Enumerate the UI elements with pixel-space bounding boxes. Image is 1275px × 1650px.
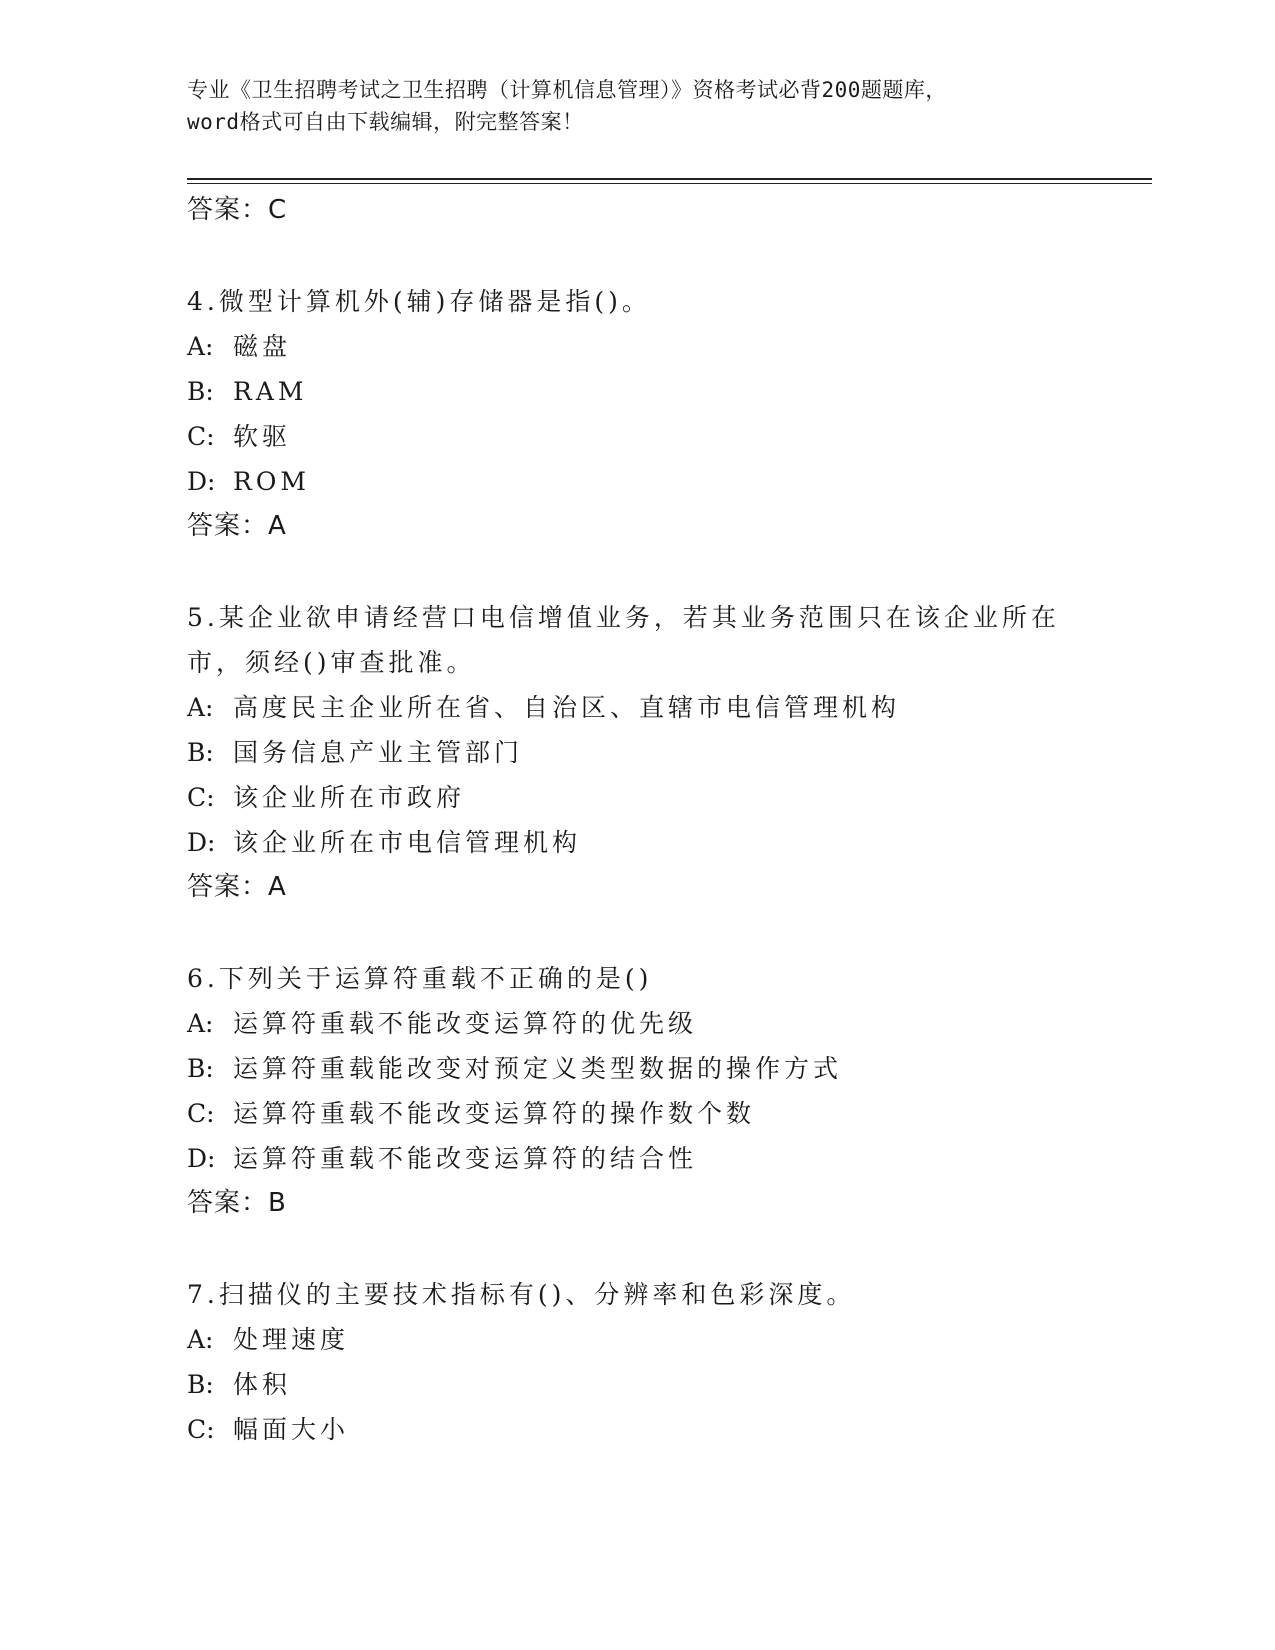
option-c (187, 1091, 1087, 1136)
question-block (187, 279, 1087, 549)
question-text: 7.扫描仪的主要技术指标有()、分辨率和色彩深度。 (187, 1280, 856, 1309)
option-letter: A: (187, 1325, 214, 1354)
option-letter: B: (187, 738, 214, 767)
option-text: 运算符重载不能改变运算符的操作数个数 (233, 1099, 756, 1128)
question-block (187, 595, 1087, 910)
option-b (187, 730, 1087, 775)
question-block (187, 1272, 1087, 1452)
option-letter: C: (187, 1415, 215, 1444)
option-c (187, 414, 1087, 459)
option-b (187, 369, 1087, 414)
answer-line: 答案：C (187, 195, 288, 225)
question-list (187, 188, 1087, 1498)
option-letter: B: (187, 1054, 214, 1083)
option-d (187, 459, 1087, 504)
option-letter: A: (187, 1009, 214, 1038)
option-letter: C: (187, 422, 215, 451)
question-text: 6.下列关于运算符重载不正确的是() (187, 964, 653, 993)
answer-line: 答案：B (187, 1188, 287, 1218)
option-text: 运算符重载能改变对预定义类型数据的操作方式 (233, 1054, 843, 1083)
option-text: RAM (233, 377, 308, 406)
option-text: ROM (233, 467, 310, 496)
answer-line: 答案：A (187, 872, 287, 902)
option-text: 该企业所在市电信管理机构 (233, 828, 582, 857)
header-line-2: word格式可自由下载编辑，附完整答案！ (187, 110, 584, 134)
option-letter: C: (187, 1099, 215, 1128)
option-letter: B: (187, 377, 214, 406)
option-letter: D: (187, 828, 216, 857)
option-letter: D: (187, 1144, 216, 1173)
option-text: 软驱 (233, 422, 292, 451)
option-c (187, 1407, 1087, 1452)
option-text: 处理速度 (233, 1325, 350, 1354)
document-header (187, 74, 1087, 138)
option-text: 运算符重载不能改变运算符的优先级 (233, 1009, 698, 1038)
question-text: 4.微型计算机外(辅)存储器是指()。 (187, 287, 651, 316)
header-line-1: 专业《卫生招聘考试之卫生招聘（计算机信息管理）》资格考试必背200题题库， (187, 78, 947, 102)
option-a (187, 1317, 1087, 1362)
option-text: 运算符重载不能改变运算符的结合性 (233, 1144, 698, 1173)
option-text: 幅面大小 (233, 1415, 350, 1444)
option-letter: A: (187, 332, 214, 361)
question-block (187, 956, 1087, 1226)
option-a (187, 324, 1087, 369)
option-text: 国务信息产业主管部门 (233, 738, 524, 767)
option-text: 体积 (233, 1370, 292, 1399)
option-d (187, 1136, 1087, 1181)
option-d (187, 820, 1087, 865)
option-text: 高度民主企业所在省、自治区、直辖市电信管理机构 (233, 693, 901, 722)
option-letter: C: (187, 783, 215, 812)
option-b (187, 1046, 1087, 1091)
question-text: 5.某企业欲申请经营口电信增值业务，若其业务范围只在该企业所在 (187, 603, 1060, 632)
header-divider-thick (187, 178, 1152, 180)
option-a (187, 1001, 1087, 1046)
option-b (187, 1362, 1087, 1407)
answer-line: 答案：A (187, 511, 287, 541)
option-c (187, 775, 1087, 820)
option-letter: A: (187, 693, 214, 722)
question-text-continued: 市，须经()审查批准。 (187, 648, 476, 677)
option-text: 该企业所在市政府 (233, 783, 466, 812)
header-divider-thin (187, 183, 1152, 184)
option-letter: D: (187, 467, 216, 496)
option-letter: B: (187, 1370, 214, 1399)
option-a (187, 685, 1087, 730)
option-text: 磁盘 (233, 332, 292, 361)
